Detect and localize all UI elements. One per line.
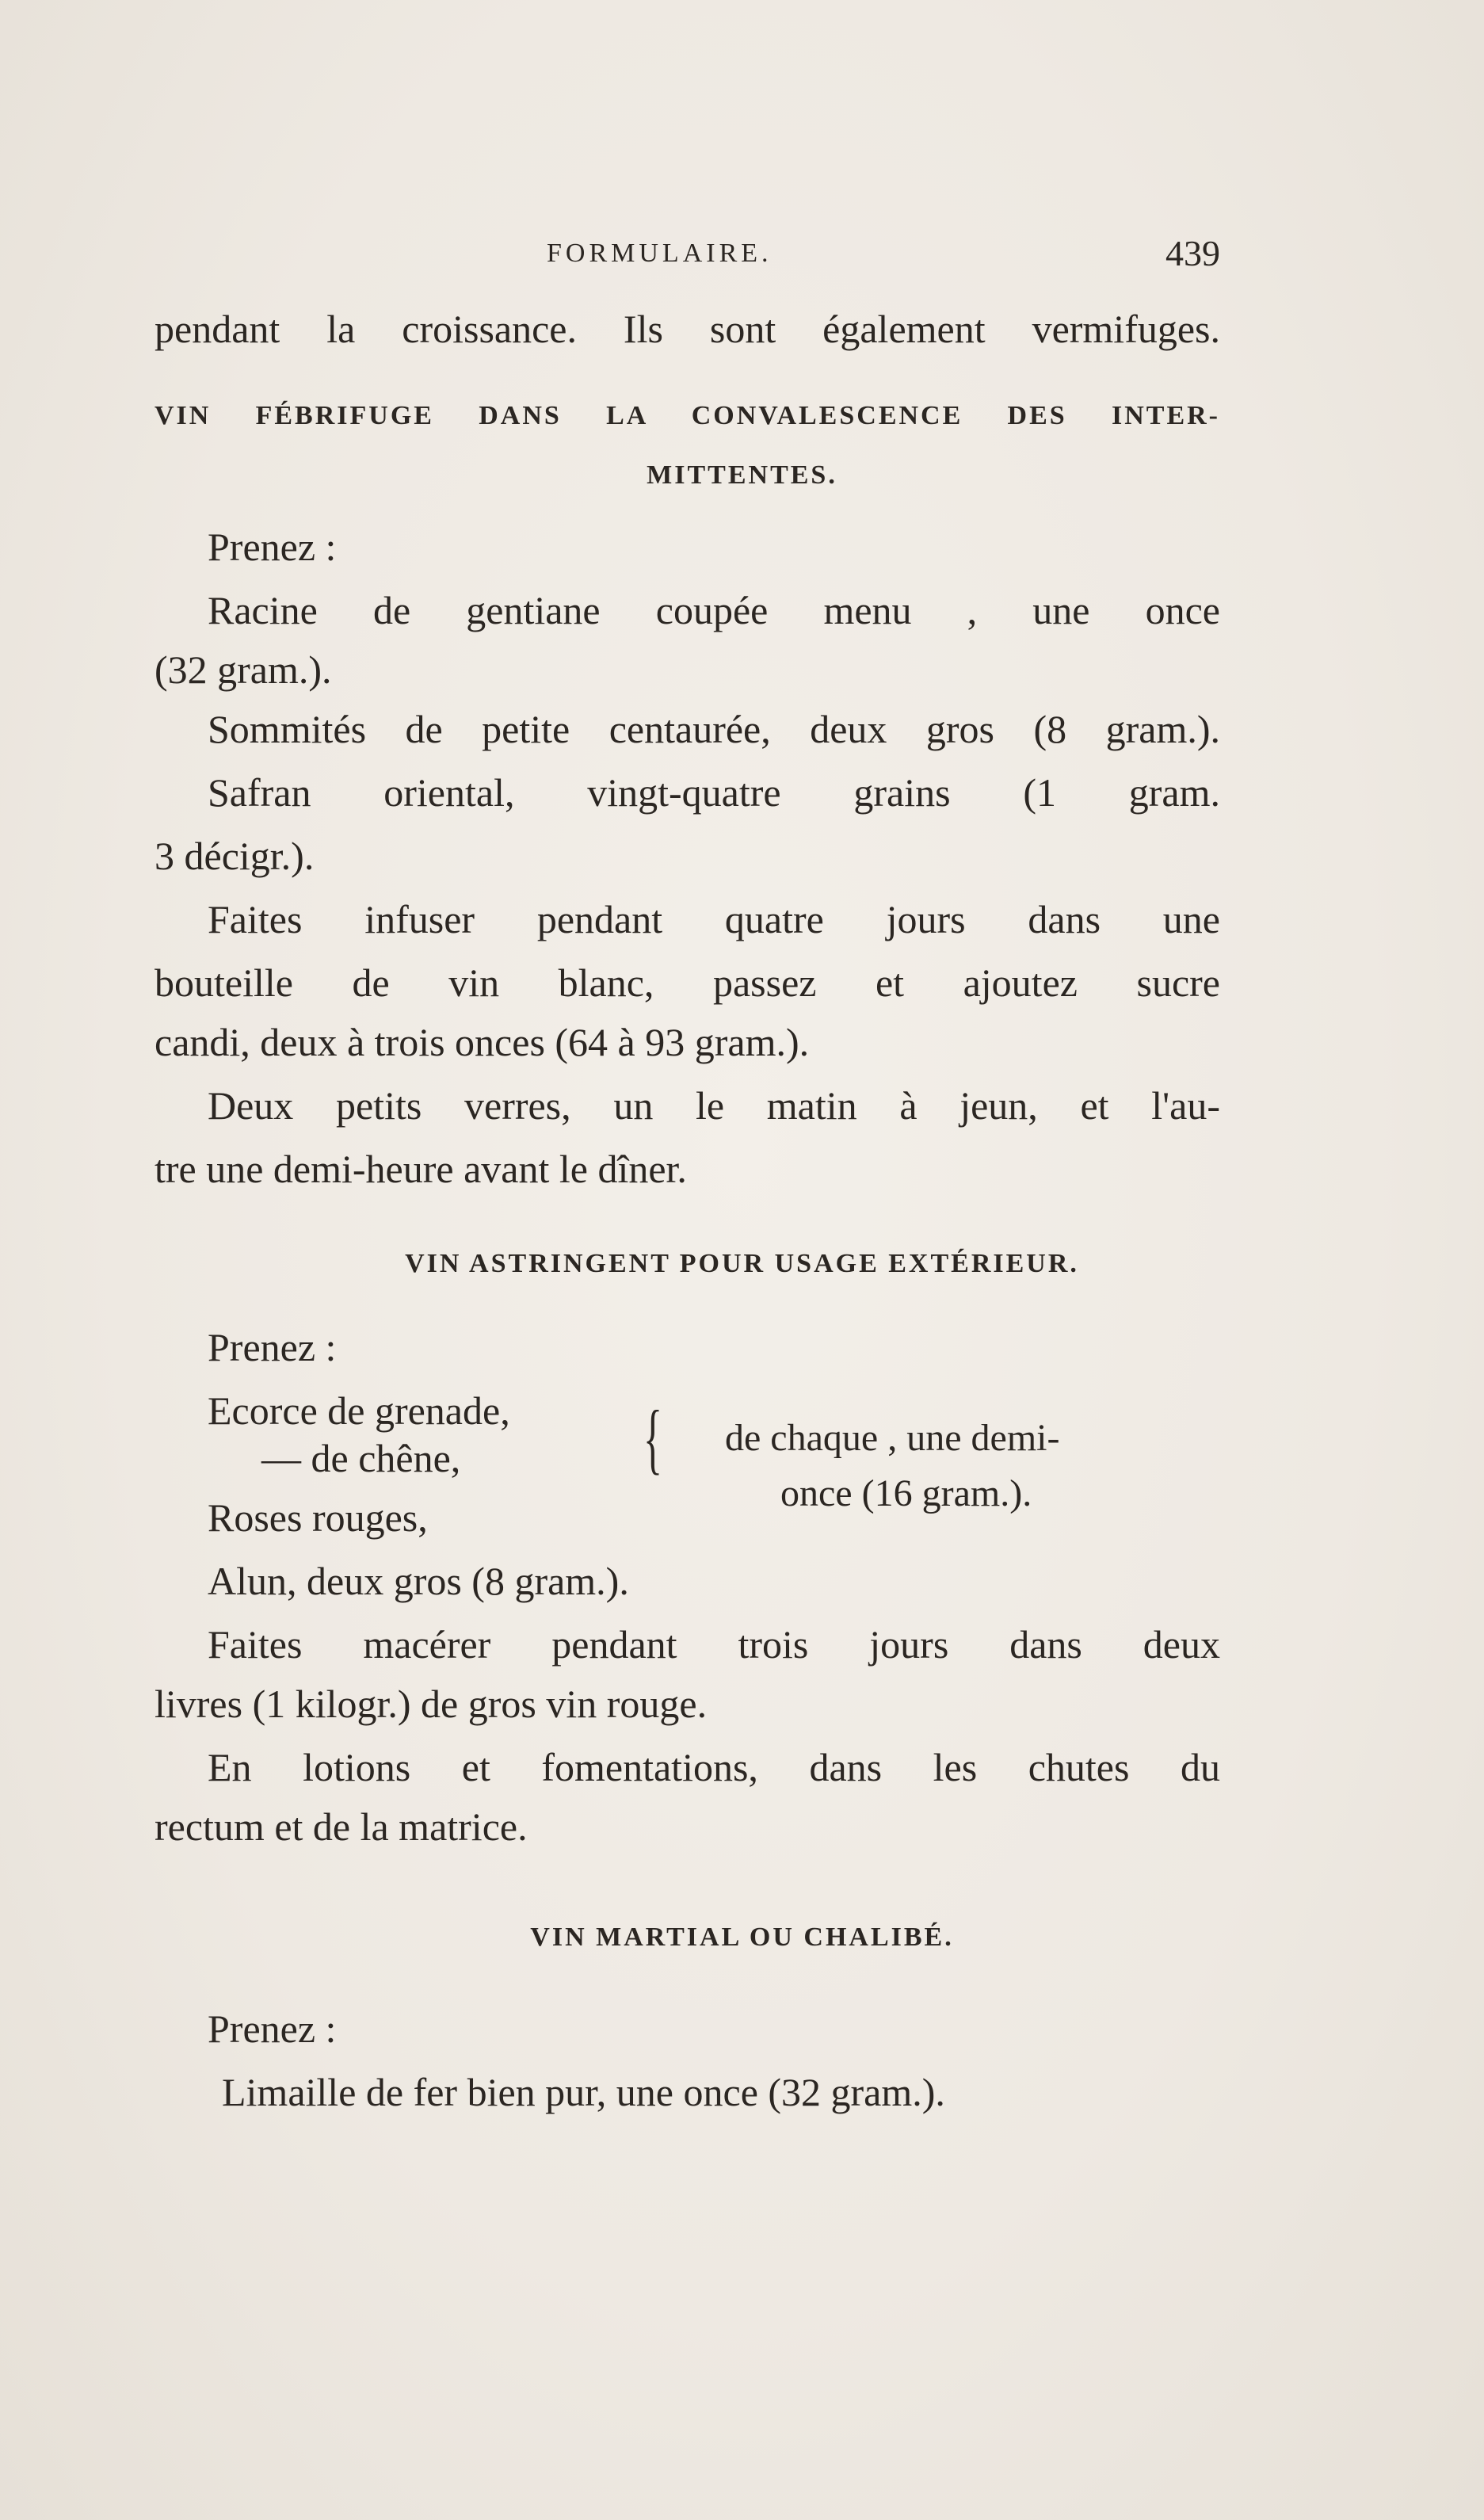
text-line: Alun, deux gros (8 gram.). [208, 1559, 629, 1603]
text-line: Limaille de fer bien pur, une once (32 gram.). [222, 2070, 945, 2114]
text-line: Racine de gentiane coupée menu , une once [208, 588, 1220, 632]
text-line: Prenez : [208, 2006, 337, 2051]
section-heading: VIN MARTIAL OU CHALIBÉ. [530, 1922, 954, 1952]
section-heading: VIN ASTRINGENT POUR USAGE EXTÉRIEUR. [405, 1249, 1079, 1278]
text-line: Prenez : [208, 1325, 337, 1369]
text-line: Sommités de petite centaurée, deux gros (8 gram.). [208, 707, 1220, 751]
text-line: bouteille de vin blanc, passez et ajoutez sucre [155, 960, 1220, 1005]
text-line: Deux petits verres, un le matin à jeun, et l'au- [208, 1083, 1220, 1128]
brace-mark: { [643, 1394, 662, 1482]
text-line: Safran oriental, vingt-quatre grains (1 gram. [208, 770, 1220, 815]
text-line: 3 décigr.). [155, 834, 315, 878]
ingredient-quantity: de chaque , une demi- [725, 1417, 1060, 1459]
section-heading-continued: MITTENTES. [647, 460, 837, 490]
text-line: Prenez : [208, 525, 337, 569]
section-heading: VIN FÉBRIFUGE DANS LA CONVALESCENCE DES INTER- [155, 401, 1220, 430]
text-line: En lotions et fomentations, dans les chutes du [208, 1745, 1220, 1789]
text-line: pendant la croissance. Ils sont également vermifuges. [155, 307, 1220, 351]
text-line: Faites infuser pendant quatre jours dans une [208, 897, 1220, 941]
text-line: Faites macérer pendant trois jours dans deux [208, 1622, 1220, 1667]
page-number: 439 [1165, 233, 1220, 273]
text-line: rectum et de la matrice. [155, 1804, 528, 1849]
ingredient-line: Roses rouges, [208, 1495, 428, 1540]
text-line: livres (1 kilogr.) de gros vin rouge. [155, 1682, 708, 1726]
ingredient-line: Ecorce de grenade, [208, 1388, 510, 1433]
running-title: FORMULAIRE. [547, 239, 773, 268]
text-line: tre une demi-heure avant le dîner. [155, 1147, 687, 1191]
text-line: candi, deux à trois onces (64 à 93 gram.). [155, 1020, 810, 1064]
ingredient-quantity: once (16 gram.). [780, 1472, 1032, 1514]
ingredient-line: — de chêne, [261, 1436, 461, 1480]
text-line: (32 gram.). [155, 647, 332, 692]
page-header [158, 230, 1220, 277]
